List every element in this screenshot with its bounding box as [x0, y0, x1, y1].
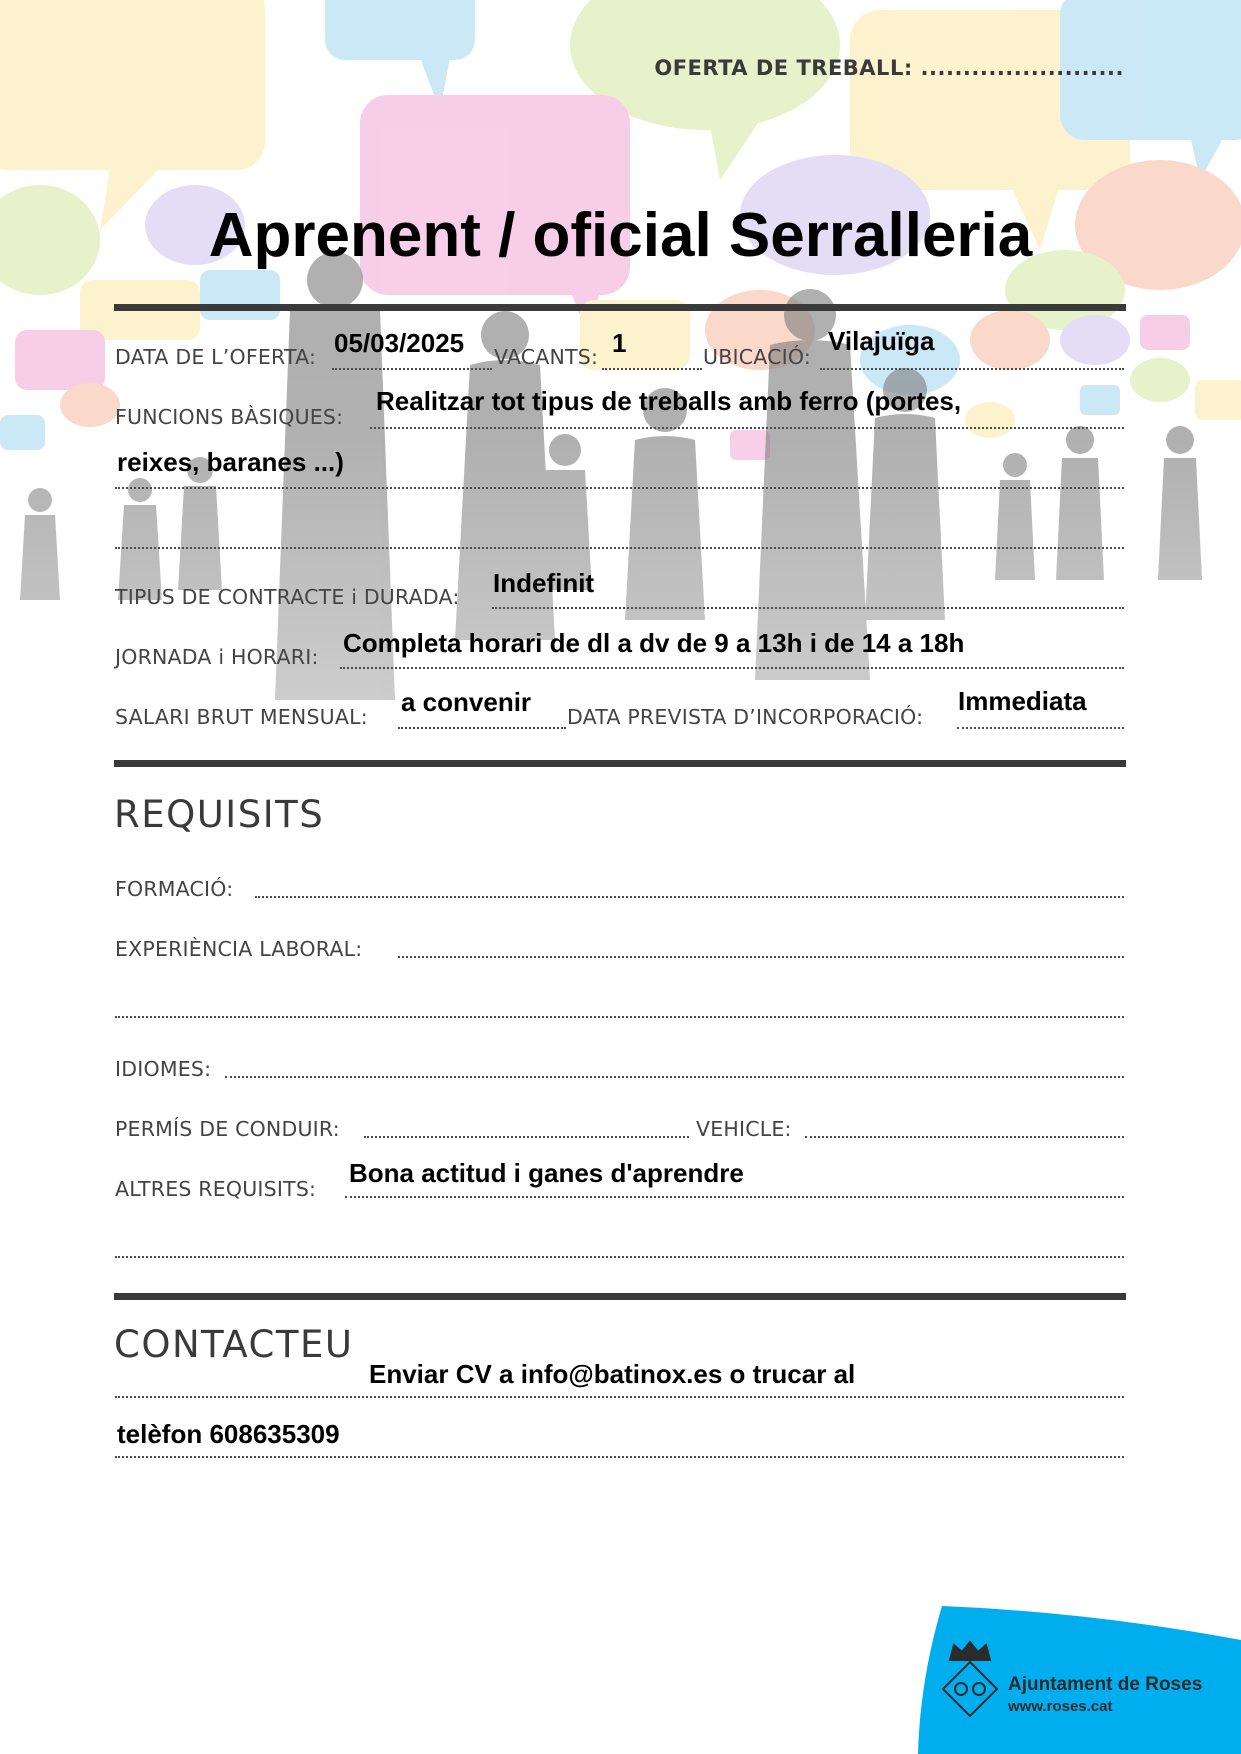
logo-url[interactable]: www.roses.cat	[1008, 1698, 1113, 1715]
start-date-value: Immediata	[958, 686, 1087, 716]
functions-value-line-2: reixes, baranes ...)	[117, 447, 344, 477]
vehicle-label: VEHICLE:	[696, 1117, 792, 1141]
salary-value: a convenir	[401, 687, 532, 717]
other-requirements-value: Bona actitud i ganes d'aprendre	[349, 1158, 744, 1188]
experience-label: EXPERIÈNCIA LABORAL:	[115, 937, 363, 961]
schedule-label: JORNADA i HORARI:	[115, 645, 319, 669]
offer-date-label: DATA DE L’OFERTA:	[115, 345, 317, 369]
requirements-heading: REQUISITS	[114, 793, 325, 836]
salary-label: SALARI BRUT MENSUAL:	[115, 705, 368, 729]
location-value: Vilajuïga	[828, 326, 935, 356]
job-offer-number: OFERTA DE TREBALL: ........................	[654, 56, 1124, 80]
contact-heading: CONTACTEU	[114, 1323, 354, 1366]
logo-name: Ajuntament de Roses	[1008, 1674, 1203, 1695]
start-date-label: DATA PREVISTA D’INCORPORACIÓ:	[567, 705, 924, 729]
driving-license-label: PERMÍS DE CONDUIR:	[115, 1117, 340, 1141]
contract-label: TIPUS DE CONTRACTE i DURADA:	[115, 585, 460, 609]
contract-value: Indefinit	[493, 568, 595, 598]
contact-value-line-2: telèfon 608635309	[117, 1419, 340, 1449]
schedule-value: Completa horari de dl a dv de 9 a 13h i de 14 a 18h	[343, 628, 965, 658]
functions-label: FUNCIONS BÀSIQUES:	[115, 405, 344, 429]
vacancies-value: 1	[612, 328, 627, 358]
offer-date-value: 05/03/2025	[334, 328, 465, 358]
languages-label: IDIOMES:	[115, 1057, 212, 1081]
page-title: Aprenent / oficial Serralleria	[208, 201, 1033, 270]
education-label: FORMACIÓ:	[115, 877, 234, 901]
contact-value-line-1: Enviar CV a info@batinox.es o trucar al	[369, 1359, 856, 1389]
location-label: UBICACIÓ:	[703, 345, 811, 369]
other-requirements-label: ALTRES REQUISITS:	[115, 1177, 317, 1201]
vacancies-label: VACANTS:	[494, 345, 599, 369]
functions-value-line-1: Realitzar tot tipus de treballs amb ferro (portes,	[376, 386, 962, 416]
